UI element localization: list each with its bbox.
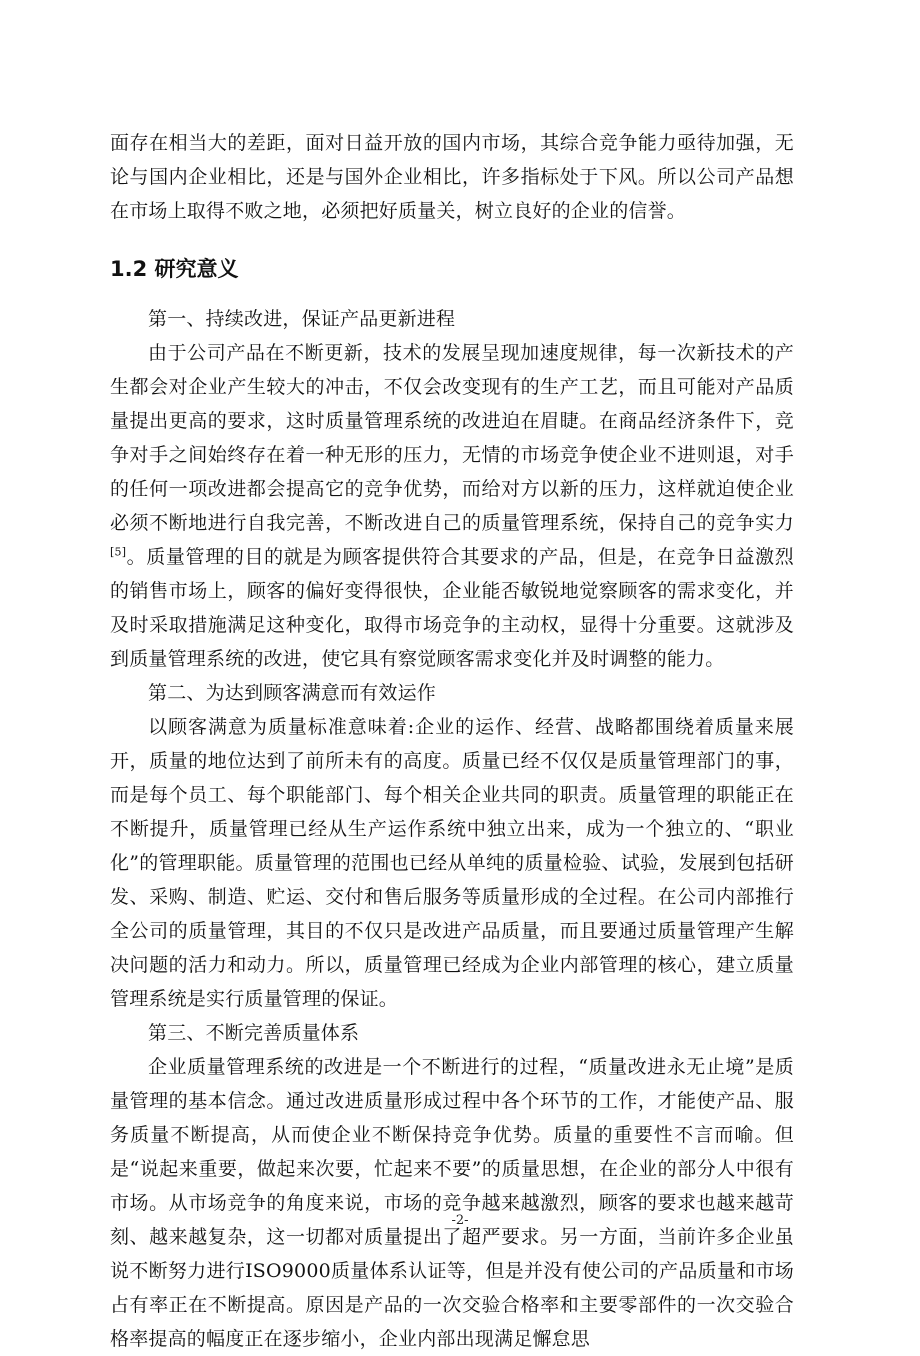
point1-body	[110, 336, 794, 676]
section-heading: 1.2 研究意义	[110, 257, 239, 281]
point1-body-part-b: 。质量管理的目的就是为顾客提供符合其要求的产品，但是，在竞争日益激烈的销售市场上，顾客的偏好变得很快，企业能否敏锐地觉察顾客的需求变化，并及时采取措施满足这种变化，取得市场竞争的主动权，显得十分重要。这就涉及到质量管理系统的改进，使它具有察觉顾客需求变化并及时调整的能力。	[110, 546, 794, 670]
page-number: -2-	[451, 1213, 469, 1228]
point3-body: 企业质量管理系统的改进是一个不断进行的过程，“质量改进永无止境”是质量管理的基本信念。通过改进质量形成过程中各个环节的工作，才能使产品、服务质量不断提高，从而使企业不断保持竞争优势。质量的重要性不言而喻。但是“说起来重要，做起来次要，忙起来不要”的质量思想，在企业的部分人中很有市场。从市场竞争的角度来说，市场的竞争越来越激烈，顾客的要求也越来越苛刻、越来越复杂，这一切都对质量提出了超严要求。另一方面，当前许多企业虽说不断努力进行ISO9000质量体系认证等，但是并没有使公司的产品质量和市场占有率正在不断提高。原因是产品的一次交验合格率和主要零部件的一次交验合格率提高的幅度正在逐步缩小，企业内部出现满足懈怠思	[110, 1056, 794, 1350]
point1-title: 第一、持续改进，保证产品更新进程	[148, 308, 456, 330]
point2-title: 第二、为达到顾客满意而有效运作	[148, 682, 437, 704]
point3-title: 第三、不断完善质量体系	[148, 1022, 360, 1044]
document-page	[110, 126, 794, 1356]
point1-body-part-a: 由于公司产品在不断更新，技术的发展呈现加速度规律，每一次新技术的产生都会对企业产生较大的冲击，不仅会改变现有的生产工艺，而且可能对产品质量提出更高的要求，这时质量管理系统的改进迫在眉睫。在商品经济条件下，竞争对手之间始终存在着一种无形的压力，无情的市场竞争使企业不进则退，对手的任何一项改进都会提高它的竞争优势，而给对方以新的压力，这样就迫使企业必须不断地进行自我完善，不断改进自己的质量管理系统，保持自己的竞争实力	[110, 342, 794, 534]
citation-reference: [5]	[110, 545, 127, 559]
intro-paragraph: 面存在相当大的差距，面对日益开放的国内市场，其综合竞争能力亟待加强，无论与国内企业相比，还是与国外企业相比，许多指标处于下风。所以公司产品想在市场上取得不败之地，必须把好质量关，树立良好的企业的信誉。	[110, 132, 794, 222]
point2-body: 以顾客满意为质量标准意味着:企业的运作、经营、战略都围绕着质量来展开，质量的地位达到了前所未有的高度。质量已经不仅仅是质量管理部门的事，而是每个员工、每个职能部门、每个相关企业共同的职责。质量管理的职能正在不断提升，质量管理已经从生产运作系统中独立出来，成为一个独立的、“职业化”的管理职能。质量管理的范围也已经从单纯的质量检验、试验，发展到包括研发、采购、制造、贮运、交付和售后服务等质量形成的全过程。在公司内部推行全公司的质量管理，其目的不仅只是改进产品质量，而且要通过质量管理产生解决问题的活力和动力。所以，质量管理已经成为企业内部管理的核心，建立质量管理系统是实行质量管理的保证。	[110, 716, 794, 1010]
